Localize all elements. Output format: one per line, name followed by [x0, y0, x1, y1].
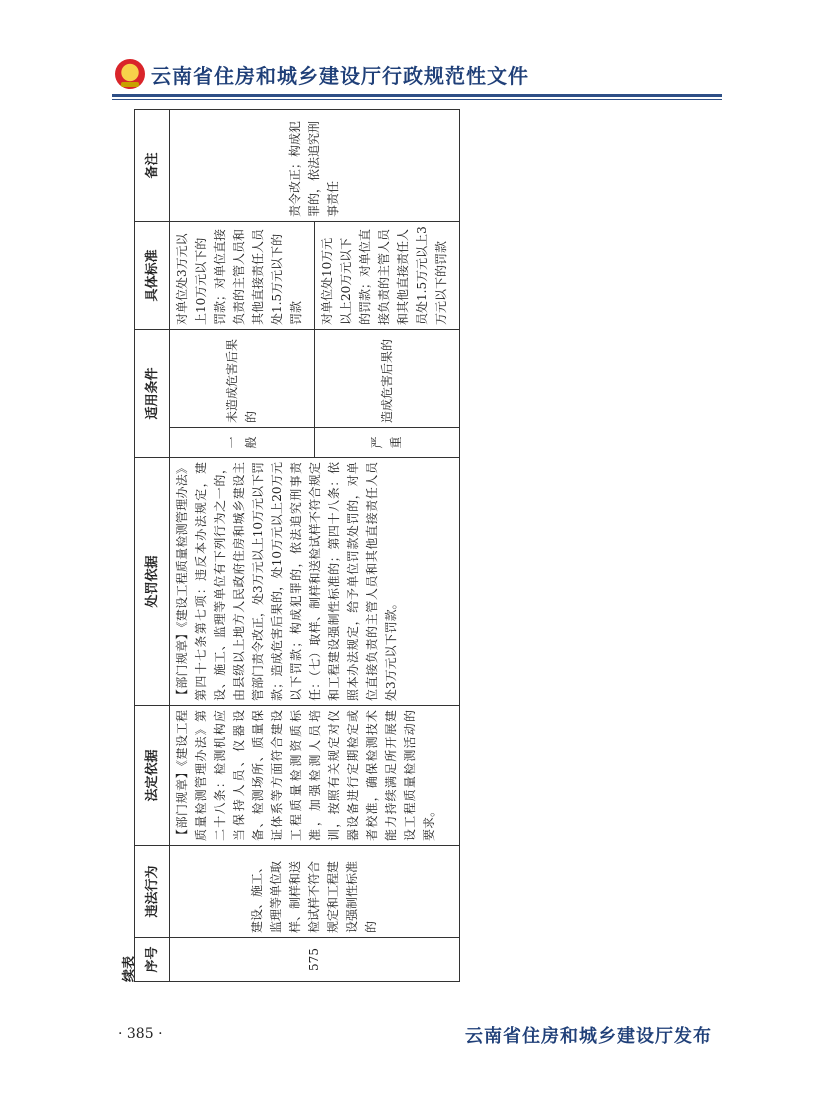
col-header-violation: 违法行为 — [135, 846, 170, 938]
penalty-table — [134, 109, 460, 982]
col-header-legal-basis: 法定依据 — [135, 706, 170, 846]
cell-legal-basis: 【部门规章】《建设工程质量检测管理办法》第二十八条：检测机构应当保持人员、仪器设备、检测场所、质量保证体系等方面符合建设工程质量检测资质标准，加强检测人员培训，按照有关规定对仪器设备进行定期检定或者校准，确保检测技术能力持续满足所开展建设工程质量检测活动的要求。 — [170, 706, 460, 846]
document-header — [115, 58, 529, 90]
cell-condition-serious: 造成危害后果的 — [315, 329, 460, 427]
col-header-penalty-basis: 处罚依据 — [135, 458, 170, 706]
cell-seq: 575 — [170, 938, 460, 982]
cell-standard-general: 对单位处3万元以上10万元以下的罚款；对单位直接负责的主管人员和其他直接责任人员处1.5万元以下的罚款 — [170, 221, 315, 329]
cell-standard-serious: 对单位处10万元以上20万元以下的罚款；对单位直接负责的主管人员和其他直接责任人员处1.5万元以上3万元以下的罚款 — [315, 221, 460, 329]
header-rule — [112, 94, 722, 97]
rotated-table-area — [110, 100, 470, 992]
cell-remark: 责令改正；构成犯罪的，依法追究刑事责任 — [170, 109, 460, 221]
col-header-condition: 适用条件 — [135, 329, 170, 457]
header-title: 云南省住房和城乡建设厅行政规范性文件 — [151, 63, 529, 88]
cell-condition-general: 未造成危害后果的 — [170, 329, 315, 427]
col-header-remark: 备注 — [135, 109, 170, 221]
national-emblem-icon: ★ — [115, 59, 145, 89]
cell-violation: 建设、施工、监理等单位取样、制样和送检试样不符合规定和工程建设强制性标准的 — [170, 846, 460, 938]
cell-degree-general: 一般 — [170, 428, 315, 458]
continued-label: 续表 — [122, 955, 137, 982]
page-number: · 385 · — [118, 1026, 163, 1042]
publisher-footer: 云南省住房和城乡建设厅发布 — [465, 1026, 712, 1047]
cell-degree-serious: 严重 — [315, 428, 460, 458]
col-header-seq: 序号 — [135, 938, 170, 982]
cell-penalty-basis: 【部门规章】《建设工程质量检测管理办法》第四十七条第七项：违反本办法规定，建设、施工、监理等单位有下列行为之一的，由县级以上地方人民政府住房和城乡建设主管部门责令改正，处3万元以上10万元以下罚款；造成危害后果的，处10万元以上20万元以下罚款；构成犯罪的，依法追究刑事责任：（七）取样、制样和送检试样不符合规定和工程建设强制性标准的；第四十八条：依照本办法规定，给予单位罚款处罚的，对单位直接负责的主管人员和其他直接责任人员处3万元以下罚款。 — [170, 458, 460, 706]
col-header-standard: 具体标准 — [135, 221, 170, 329]
